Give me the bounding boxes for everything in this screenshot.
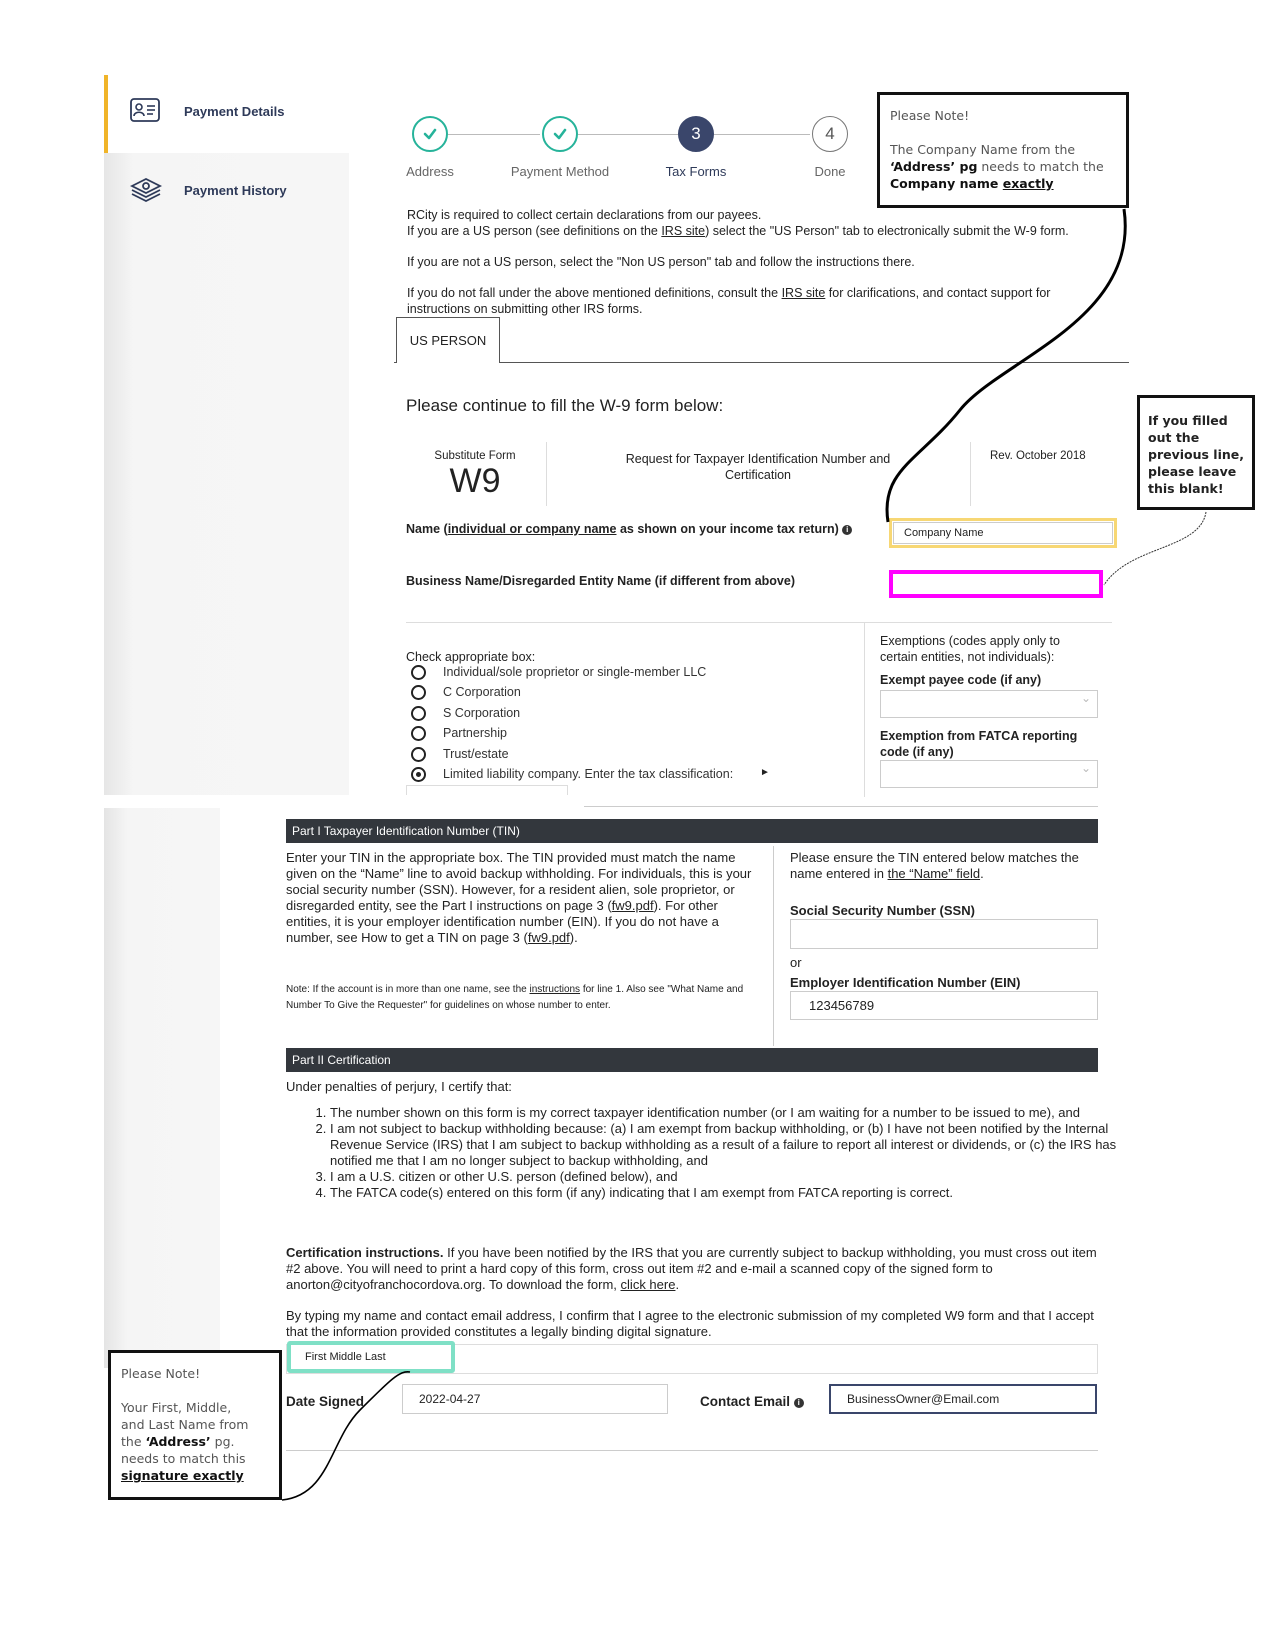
name-field-link[interactable]: the “Name” field	[887, 866, 981, 881]
fw9-pdf-link[interactable]: fw9.pdf	[527, 930, 570, 945]
exempt-payee-select[interactable]	[880, 690, 1098, 718]
stepper-line	[448, 134, 540, 135]
check-icon	[552, 126, 568, 142]
certification-item: 4. The FATCA code(s) entered on this form (if any) indicating that I am exempt from FATCA reporting is correct.	[330, 1185, 1130, 1201]
irs-site-link-2[interactable]: IRS site	[781, 286, 826, 300]
section-divider	[286, 1450, 1098, 1451]
sidebar-panel	[104, 808, 220, 1368]
exempt-payee-label: Exempt payee code (if any)	[880, 673, 1042, 687]
part1-body: Enter your TIN in the appropriate box. The TIN provided must match the name given on the “Name” line to avoid backup withholding. For individuals, this is your social security number (SSN). However, for a resident alien, sole proprietor, or disregarded entity, see the Part I instructions on page 3 (fw9.pdf). For other entities, it is your employer identification number (EIN). If you do not have a number, see How to get a TIN on page 3 (fw9.pdf).	[286, 850, 752, 945]
callout-signature: Please Note! Your First, Middle, and Last Name from the ‘Address’ pg. needs to match this signature exactly	[108, 1350, 282, 1500]
option-label: Trust/estate	[443, 747, 509, 761]
name-input[interactable]: Company Name	[893, 522, 1113, 544]
info-icon[interactable]: i	[842, 525, 852, 535]
step-payment-method-circle[interactable]	[542, 116, 578, 152]
tabs-baseline	[394, 362, 1129, 363]
sidebar-item-label[interactable]: Payment History	[184, 183, 287, 198]
form-code: W9	[449, 462, 501, 500]
step-label-address: Address	[406, 164, 454, 179]
ssn-label: Social Security Number (SSN)	[790, 903, 975, 918]
connector-leave-blank	[1104, 512, 1206, 585]
step-done-circle[interactable]: 4	[812, 116, 848, 152]
step-tax-forms-circle[interactable]: 3	[678, 116, 714, 152]
part2-bar: Part II Certification	[286, 1048, 1098, 1072]
or-text: or	[790, 955, 802, 970]
form-revision: Rev. October 2018	[990, 450, 1086, 462]
certification-item: 3. I am a U.S. citizen or other U.S. person (defined below), and	[330, 1169, 1130, 1185]
irs-site-link[interactable]: IRS site	[661, 224, 706, 238]
header-divider	[970, 442, 971, 506]
business-name-input[interactable]	[889, 570, 1103, 598]
callout-company-name: Please Note! The Company Name from the ‘Address’ pg needs to match the Company name exactly	[877, 92, 1129, 208]
date-signed-label: Date Signed	[286, 1394, 365, 1409]
callout-leave-blank: If you filled out the previous line, please leave this blank!	[1137, 395, 1255, 510]
substitute-form-label: Substitute Form	[434, 450, 516, 462]
date-signed-input[interactable]: 2022-04-27	[402, 1384, 668, 1414]
name-definition-link[interactable]: individual or company name	[447, 522, 617, 536]
step-label-tax-forms: Tax Forms	[665, 164, 727, 179]
form-title: Request for Taxpayer Identification Number and Certification	[625, 452, 891, 482]
business-name-label: Business Name/Disregarded Entity Name (if different from above)	[406, 574, 795, 588]
certification-list	[286, 1105, 1130, 1201]
certification-item: 1. The number shown on this form is my correct taxpayer identification number (or I am waiting for a number to be issued to me), and	[330, 1105, 1130, 1121]
radio-c-corporation[interactable]	[411, 685, 426, 700]
intro-line-3: If you are not a US person, select the "Non US person" tab and follow the instructions there.	[407, 255, 915, 269]
consent-text: By typing my name and contact email address, I confirm that I agree to the electronic submission of my completed W9 form and that I accept that the information provided constitutes a legally binding digital signature.	[286, 1308, 1094, 1339]
tab-label: US PERSON	[409, 333, 487, 348]
part1-divider	[773, 846, 774, 1046]
sidebar-item-label[interactable]: Payment Details	[184, 104, 285, 119]
option-label: C Corporation	[443, 685, 521, 699]
step-label-payment-method: Payment Method	[510, 164, 610, 179]
fatca-select[interactable]	[880, 760, 1098, 788]
header-divider	[546, 442, 547, 506]
radio-s-corporation[interactable]	[411, 706, 426, 721]
fw9-pdf-link[interactable]: fw9.pdf	[611, 898, 654, 913]
ssn-input[interactable]	[790, 919, 1098, 949]
option-label: Partnership	[443, 726, 507, 740]
arrow-right-icon: ►	[760, 767, 770, 778]
option-label: S Corporation	[443, 706, 521, 720]
tax-classification-input-edge	[406, 785, 568, 795]
part1-note: Note: If the account is in more than one name, see the instructions for line 1. Also see "What Name and Number To Give the Requester" for guidelines on whose number to enter.	[286, 984, 744, 1011]
stepper-line	[714, 134, 810, 135]
user-card-icon	[130, 98, 160, 122]
certification-item: 2. I am not subject to backup withholding because: (a) I am exempt from backup withholding, or (b) I have not been notified by the Internal Revenue Service (IRS) that I am subject to backup withholding as a result of a failure to report all interest or dividends, or (c) the IRS has notified me that I am no longer subject to backup withholding, and	[330, 1121, 1130, 1169]
section-divider-vertical	[864, 622, 865, 797]
fatca-label: Exemption from FATCA reporting code (if any)	[880, 729, 1078, 759]
option-label: Limited liability company. Enter the tax classification:	[443, 767, 734, 781]
w9-heading: Please continue to fill the W-9 form below:	[406, 396, 724, 415]
step-label-done: Done	[814, 164, 846, 179]
radio-partnership[interactable]	[411, 726, 426, 741]
ein-input[interactable]: 123456789	[790, 991, 1098, 1020]
check-box-label: Check appropriate box:	[406, 650, 536, 664]
name-label: Name (individual or company name as shown on your income tax return) i	[406, 522, 852, 536]
intro-text	[407, 207, 1107, 317]
intro-line-2: If you are a US person (see definitions on the IRS site) select the "US Person" tab to electronically submit the W-9 form.	[407, 224, 1069, 238]
option-label: Individual/sole proprietor or single-member LLC	[443, 665, 707, 679]
info-icon[interactable]: i	[794, 1398, 804, 1408]
contact-email-label: Contact Email i	[700, 1394, 804, 1409]
section-divider	[406, 622, 1112, 623]
money-stack-icon	[128, 174, 164, 204]
certification-instructions: Certification instructions. If you have been notified by the IRS that you are currently subject to backup withholding, you must cross out item #2 above. You will need to print a hard copy of this form, cross out item #2 and e-mail a scanned copy of the signed form to anorton@cityofranchocordova.org. To download the form, click here.	[286, 1245, 1097, 1292]
connector-signature	[282, 1372, 410, 1500]
tin-ensure-text: Please ensure the TIN entered below matches the name entered in the “Name” field.	[790, 850, 1079, 881]
part2-intro: Under penalties of perjury, I certify that:	[286, 1079, 512, 1094]
part1-bar: Part I Taxpayer Identification Number (TIN)	[286, 819, 1098, 843]
radio-llc[interactable]	[411, 767, 426, 782]
step-address-circle[interactable]	[412, 116, 448, 152]
signature-input[interactable]: First Middle Last	[287, 1341, 455, 1373]
intro-line-4: If you do not fall under the above mentioned definitions, consult the IRS site for clarifications, and contact support for instructions on submitting other IRS forms.	[407, 286, 1051, 316]
radio-trust-estate[interactable]	[411, 747, 426, 762]
stepper-line	[578, 134, 678, 135]
intro-line-1: RCity is required to collect certain declarations from our payees.	[407, 208, 762, 222]
tab-us-person[interactable]	[396, 317, 500, 363]
radio-individual[interactable]	[411, 665, 426, 680]
click-here-link[interactable]: click here	[620, 1277, 676, 1292]
contact-email-input[interactable]: BusinessOwner@Email.com	[829, 1384, 1097, 1414]
exemptions-label: Exemptions (codes apply only to certain entities, not individuals):	[880, 634, 1060, 664]
section-divider	[584, 806, 1098, 807]
ein-label: Employer Identification Number (EIN)	[790, 975, 1021, 990]
check-icon	[422, 126, 438, 142]
instructions-link[interactable]: instructions	[529, 984, 581, 995]
